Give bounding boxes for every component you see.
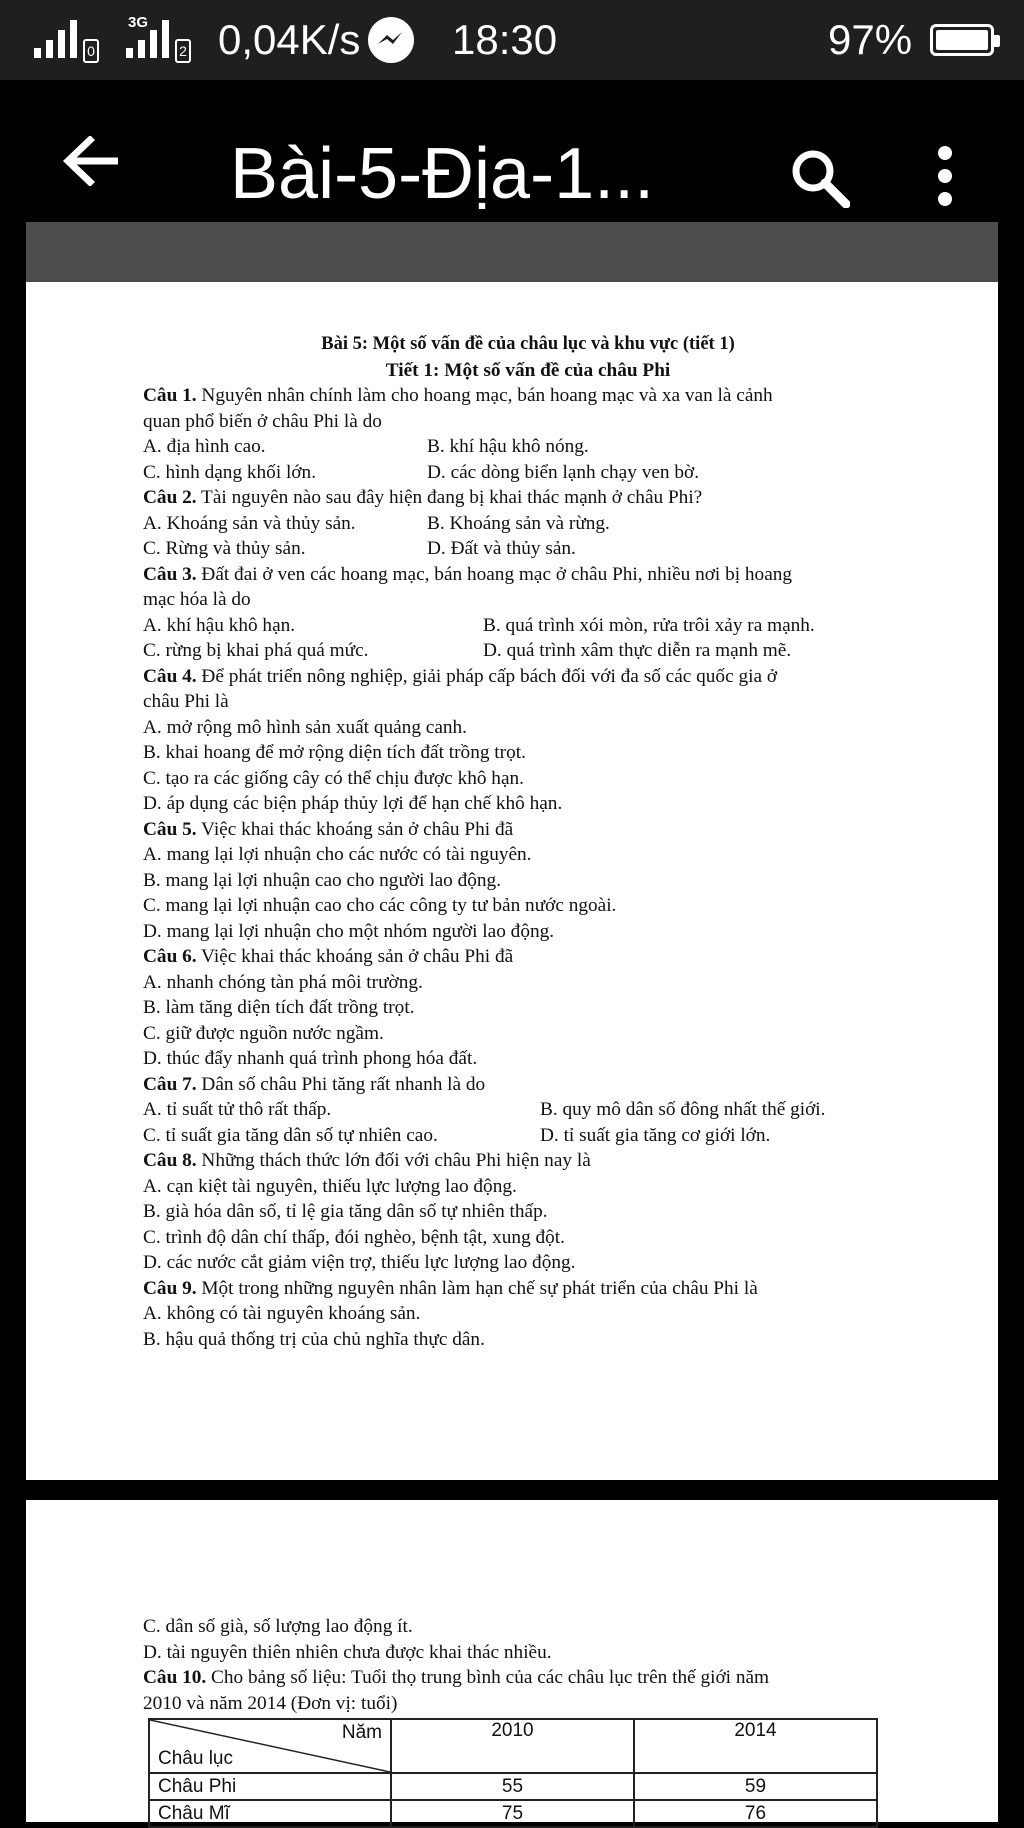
sim1-icon: 0 [83,39,99,63]
more-options-icon[interactable] [938,146,952,215]
question-8: Câu 8. Những thách thức lớn đối với châu Phi hiện nay là [143,1150,591,1171]
answer-row: C. Rừng và thủy sản. D. Đất và thủy sản. [143,538,576,559]
viewer-background [26,222,998,282]
table-row: Châu Phi 55 59 [149,1773,877,1800]
signal-strength-icon [34,20,99,63]
question-1: Câu 1. Nguyên nhân chính làm cho hoang mạc, bán hoang mạc và xa van là cảnh [143,385,773,406]
question-3: Câu 3. Đất đai ở ven các hoang mạc, bán hoang mạc ở châu Phi, nhiều nơi bị hoang [143,563,793,585]
status-bar [0,0,1024,80]
lesson-title: Bài 5: Một số vấn đề của châu lục và khu vực (tiết 1) [321,334,735,354]
table-row: Châu Mĩ 75 76 [149,1800,877,1827]
answer-row: A. Khoáng sản và thủy sản. B. Khoáng sản và rừng. [143,512,610,534]
app-bar [0,80,1024,222]
question-10: Câu 10. Cho bảng số liệu: Tuổi thọ trung bình của các châu lục trên thế giới năm [143,1667,770,1688]
question-2: Câu 2. Tài nguyên nào sau đây hiện đang bị khai thác mạnh ở châu Phi? [143,487,703,508]
answer-row: A. địa hình cao. B. khí hậu khô nóng. [143,436,589,457]
pdf-page-1[interactable] [26,282,998,1480]
search-icon[interactable] [790,148,850,213]
answer-row: C. tỉ suất gia tăng dân số tự nhiên cao. D. tỉ suất gia tăng cơ giới lớn. [143,1124,771,1146]
battery-icon [930,24,994,56]
document-title: Bài-5-Địa-1... [230,134,655,214]
clock: 18:30 [452,16,558,63]
table-corner-cell: Năm Châu lục [149,1719,391,1773]
page-1-content: Bài 5: Một số vấn đề của châu lục và khu vực (tiết 1) Tiết 1: Một số vấn đề của châu Phi Câu 1. Nguyên nhân chính làm cho hoang mạc, bán hoang mạc và xa van là cảnh quan phổ biến ở châu Phi là do A. địa hình cao. B. khí hậu khô nóng. C. hình dạng khối lớn. D. các dòng biển lạnh chạy ven bờ. Câu 2. Tài nguyên nào sau đây hiện đang bị khai thác mạnh ở châu Phi? A. Khoáng sản và thủy sản. B. Khoáng sản và rừng. C. Rừng và thủy sản. D. Đất và thủy sản. Câu 3. Đất đai ở ven các hoang mạc, bán hoang mạc ở châu Phi, nhiều nơi bị hoang mạc hóa là do A. khí hậu khô hạn. B. quá trình xói mòn, rửa trôi xảy ra mạnh. C. rừng bị khai phá quá mức. D. quá trình xâm thực diễn ra mạnh mẽ. Câu 4. Để phát triển nông nghiệp, giải pháp cấp bách đối với đa số các quốc gia ở châu Phi là A. mở rộng mô hình sản xuất quảng canh. B. khai hoang để mở rộng diện tích đất trồng trọt. C. tạo ra các giống cây có thể chịu được khô hạn. D. áp dụng các biện pháp thủy lợi để hạn chế khô hạn. Câu 5. Việc khai thác khoáng sản ở châu Phi đã A. mang lại lợi nhuận cho các nước có tài nguyên. B. mang lại lợi nhuận cao cho người lao động. C. mang lại lợi nhuận cao cho các công ty tư bản nước ngoài. D. mang lại lợi nhuận cho một nhóm người lao động. Câu 6. Việc khai thác khoáng sản ở châu Phi đã A. nhanh chóng tàn phá môi trường. B. làm tăng diện tích đất trồng trọt. C. giữ được nguồn nước ngầm. D. thúc đẩy nhanh quá trình phong hóa đất. Câu 7. Dân số châu Phi tăng rất nhanh là do A. tỉ suất tử thô rất thấp. B. quy mô dân số đông nhất thế giới. C. tỉ suất gia tăng dân số tự nhiên cao. D. tỉ suất gia tăng cơ giới lớn. Câu 8. Những thách thức lớn đối với châu Phi hiện nay là A. cạn kiệt tài nguyên, thiếu lực lượng lao động. B. già hóa dân số, tỉ lệ gia tăng dân số tự nhiên thấp. C. trình độ dân chí thấp, đói nghèo, bệnh tật, xung đột. D. các nước cắt giảm viện trợ, thiếu lực lượng lao động. Câu 9. Một trong những nguyên nhân làm hạn chế sự phát triển của châu Phi là A. không có tài nguyên khoáng sản. B. hậu quả thống trị của chủ nghĩa thực dân. [143,332,913,1352]
answer-row: C. hình dạng khối lớn. D. các dòng biển lạnh chạy ven bờ. [143,461,700,483]
question-4: Câu 4. Để phát triển nông nghiệp, giải pháp cấp bách đối với đa số các quốc gia ở [143,665,778,687]
question-9: Câu 9. Một trong những nguyên nhân làm hạn chế sự phát triển của châu Phi là [143,1277,758,1299]
question-5: Câu 5. Việc khai thác khoáng sản ở châu Phi đã [143,818,514,840]
column-header: 2010 [391,1719,634,1773]
answer-row: A. tỉ suất tử thô rất thấp. B. quy mô dân số đông nhất thế giới. [143,1099,826,1120]
answer-row: A. khí hậu khô hạn. B. quá trình xói mòn, rửa trôi xảy ra mạnh. [143,614,815,636]
answer-row: C. rừng bị khai phá quá mức. D. quá trình xâm thực diễn ra mạnh mẽ. [143,640,792,661]
question-6: Câu 6. Việc khai thác khoáng sản ở châu Phi đã [143,946,514,967]
table-header-row [149,1719,877,1773]
life-expectancy-table [148,1718,878,1828]
signal-3g-icon: 3G 2 [126,20,191,63]
page-2-content: C. dân số già, số lượng lao động ít. D. tài nguyên thiên nhiên chưa được khai thác nhiều. Câu 10. Cho bảng số liệu: Tuổi thọ trung bình của các châu lục trên thế giới năm 2010 và năm 2014 (Đơn vị: tuổi) [143,1614,913,1716]
messenger-icon [368,17,414,63]
back-arrow-icon[interactable] [62,136,118,191]
sim2-icon: 2 [175,39,191,63]
network-speed: 0,04K/s [218,16,361,63]
question-7: Câu 7. Dân số châu Phi tăng rất nhanh là do [143,1073,486,1095]
battery-percent: 97% [828,16,913,63]
lesson-subtitle: Tiết 1: Một số vấn đề của châu Phi [385,359,671,381]
pdf-page-2[interactable] [26,1500,998,1822]
column-header: 2014 [634,1719,877,1773]
